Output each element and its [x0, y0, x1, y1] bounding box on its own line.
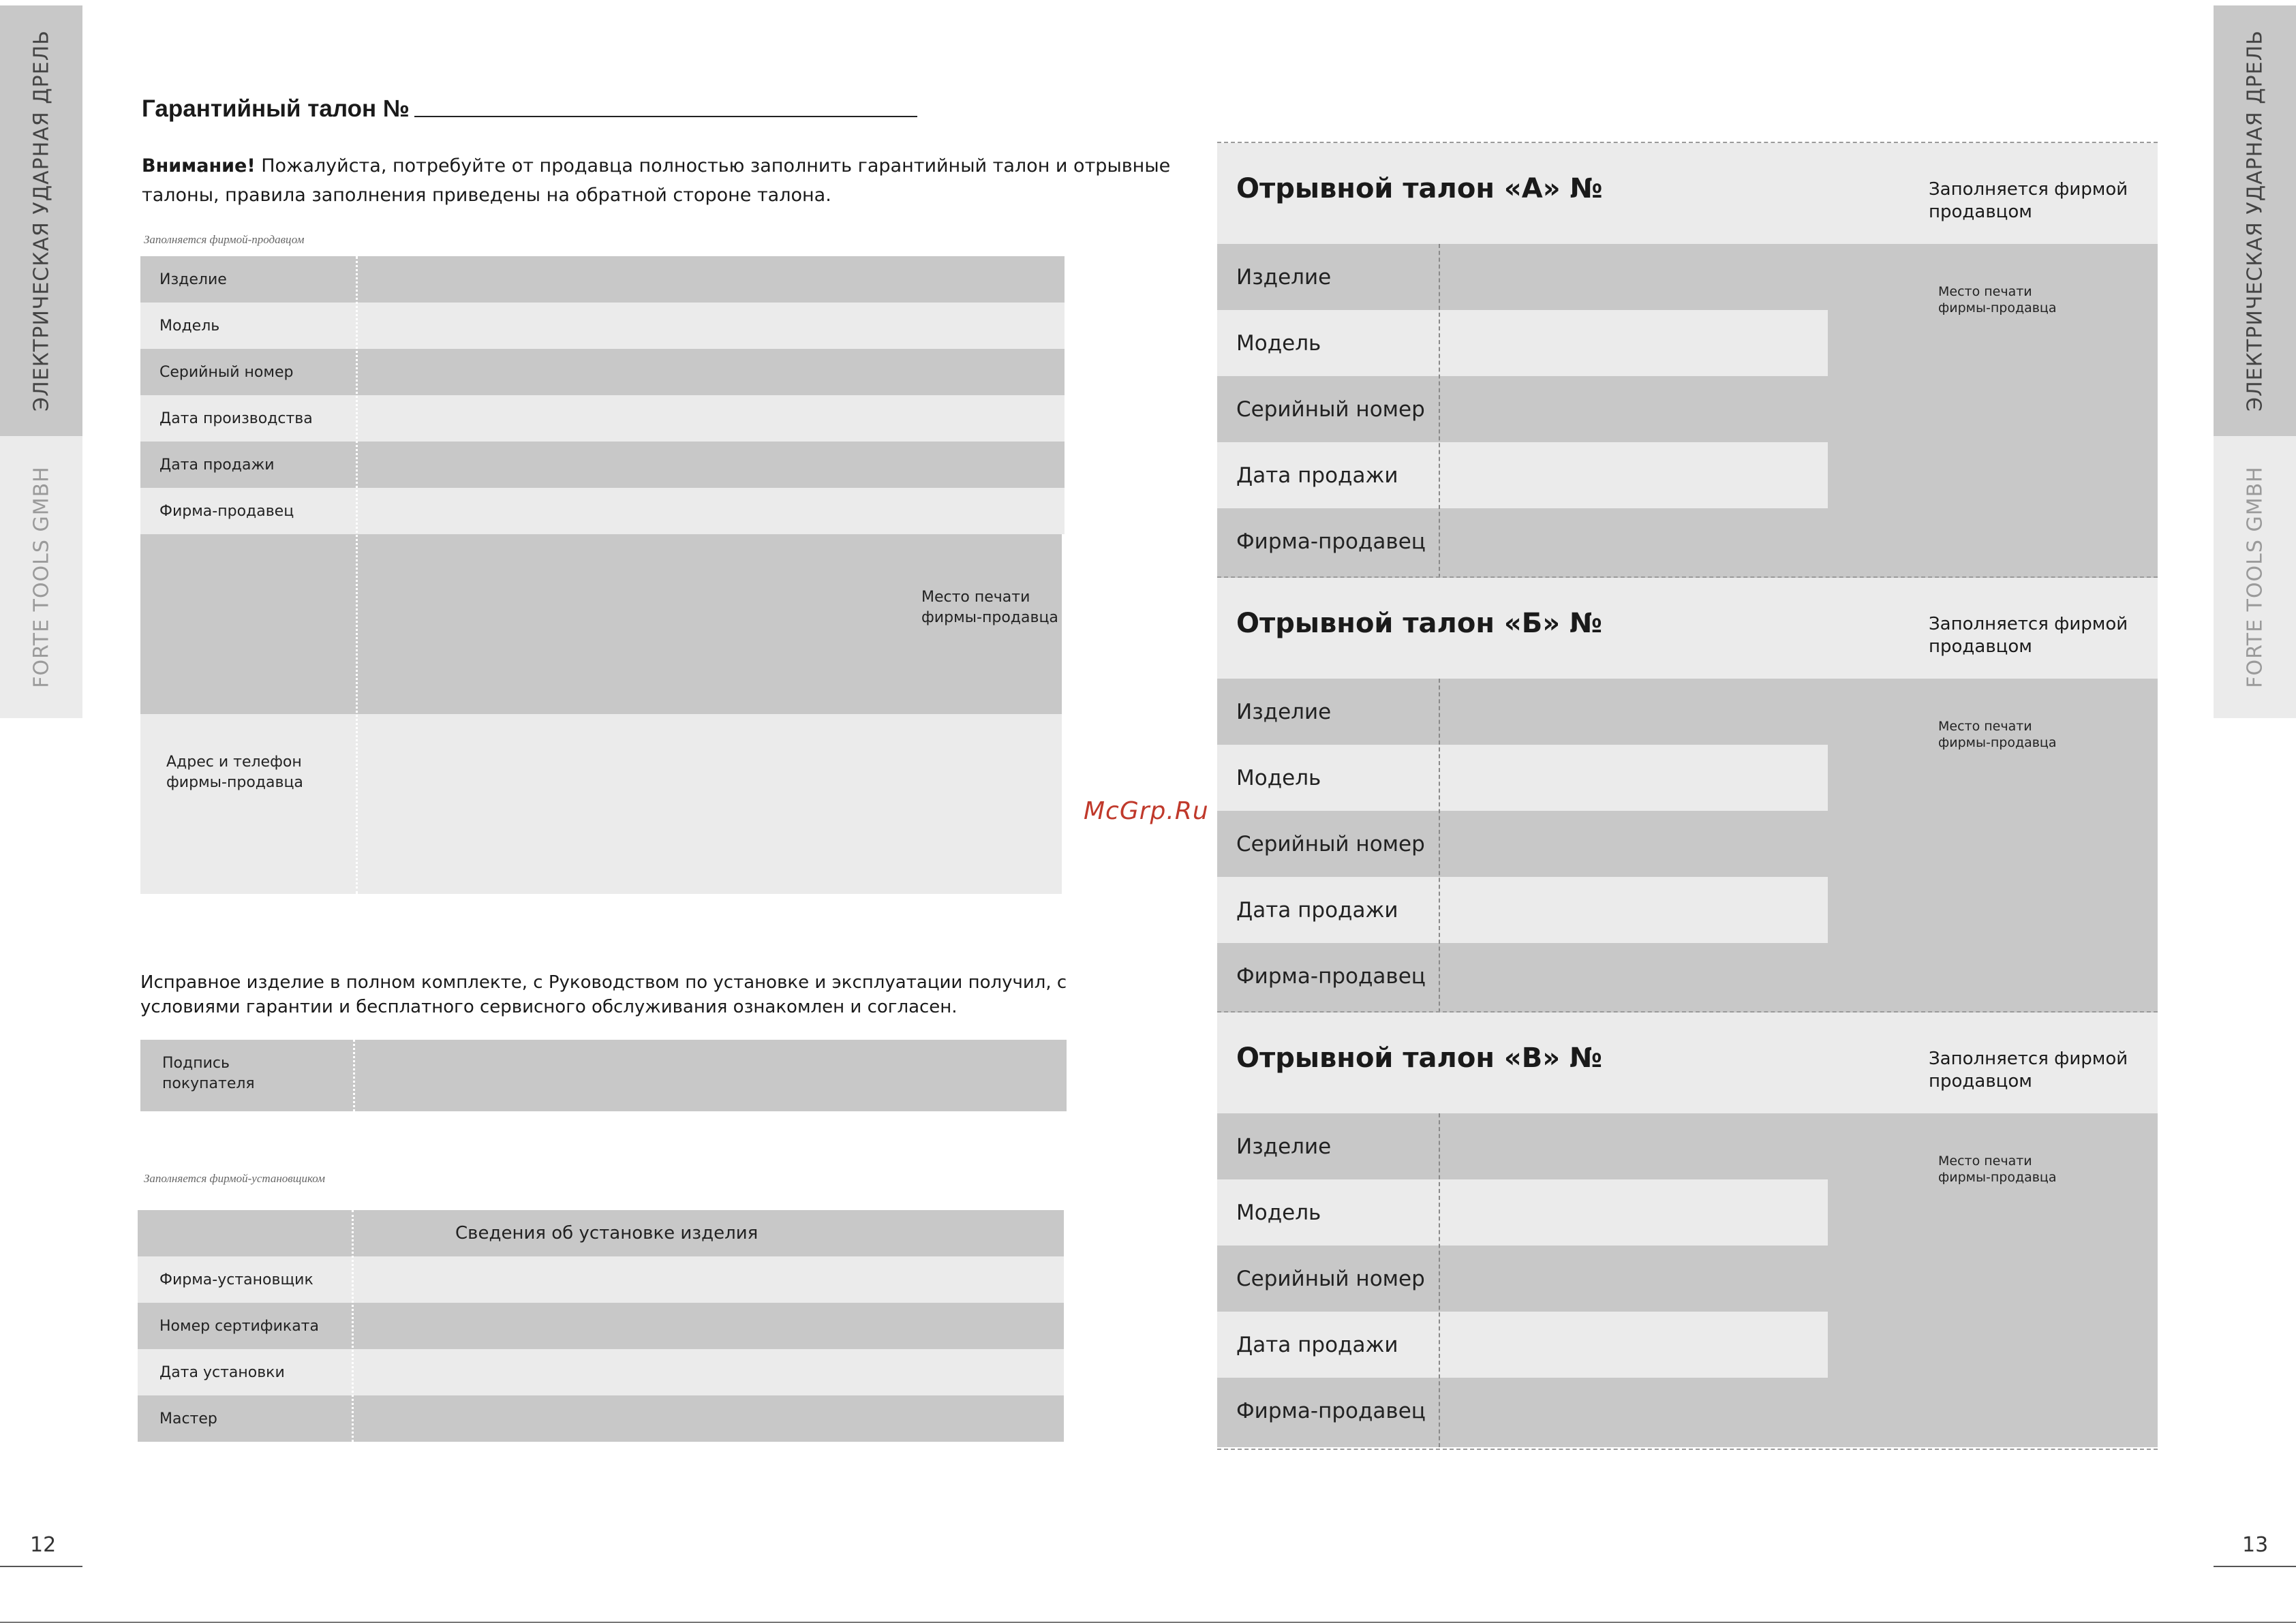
coupon-row-label: Серийный номер [1236, 831, 1425, 856]
coupon-row-label: Дата продажи [1236, 897, 1398, 923]
coupon-row-label: Фирма-продавец [1236, 529, 1426, 554]
coupon-row-label: Модель [1236, 765, 1321, 790]
coupon-row-label: Серийный номер [1236, 397, 1425, 422]
coupon-row-label: Изделие [1236, 1134, 1332, 1159]
form-row-label: Фирма-продавец [159, 502, 294, 520]
install-header-row [138, 1210, 1064, 1256]
warning-bold: Внимание! [142, 155, 256, 176]
form-row-sale-date[interactable] [140, 442, 1065, 488]
coupon-stamp: Место печати фирмы-продавца [1938, 1154, 2057, 1185]
install-header: Сведения об установке изделия [455, 1223, 759, 1243]
form-row-serial[interactable] [140, 349, 1065, 395]
page-number-right: 13 [2242, 1533, 2269, 1557]
page-number-right-rule [2214, 1566, 2296, 1567]
stamp-label: Место печати фирмы-продавца [921, 589, 1058, 626]
coupon-row-label: Фирма-продавец [1236, 963, 1426, 989]
coupon-body [1217, 244, 2158, 578]
watermark-text: McGrp.Ru [1084, 797, 1209, 825]
right-side-tab-brand [2214, 436, 2296, 718]
form-row-production-date[interactable] [140, 395, 1065, 442]
install-row-label: Мастер [159, 1410, 217, 1427]
left-side-tab-product [0, 5, 82, 436]
left-side-tab-brand [0, 436, 82, 718]
warranty-form [140, 256, 1065, 894]
coupon-title: Отрывной талон «Б» № [1236, 608, 1603, 639]
coupon-divider [1439, 679, 1440, 1013]
form-row-label: Дата продажи [159, 456, 275, 474]
seller-note: Заполняется фирмой-продавцом [144, 233, 305, 246]
coupon-row-serial[interactable] [1217, 811, 1828, 877]
coupon-fill-note: Заполняется фирмой продавцом [1929, 179, 2128, 222]
coupon-row-seller[interactable] [1217, 943, 1828, 1009]
side-product-title: ЭЛЕКТРИЧЕСКАЯ УДАРНАЯ ДРЕЛЬ [2243, 30, 2267, 412]
coupon-body [1217, 679, 2158, 1013]
side-brand: FORTE TOOLS GMBH [29, 466, 53, 688]
form-row-label: Серийный номер [159, 363, 294, 381]
coupon-title: Отрывной талон «А» № [1236, 173, 1603, 204]
coupon-stamp: Место печати фирмы-продавца [1938, 719, 2057, 750]
side-brand: FORTE TOOLS GMBH [2243, 466, 2267, 688]
warranty-warning [142, 151, 1205, 210]
coupon-fill-note: Заполняется фирмой продавцом [1929, 1049, 2128, 1092]
coupon-row-product[interactable] [1217, 1113, 1828, 1179]
form-row-model[interactable] [140, 303, 1065, 349]
coupon-row-label: Изделие [1236, 699, 1332, 724]
coupon-row-label: Фирма-продавец [1236, 1398, 1426, 1423]
coupon-row-label: Дата продажи [1236, 463, 1398, 488]
coupon-divider [1439, 244, 1440, 578]
coupon-row-label: Модель [1236, 1200, 1321, 1225]
form-row-label: Изделие [159, 270, 227, 288]
form-row-product[interactable] [140, 256, 1065, 303]
form-row-seller[interactable] [140, 488, 1065, 534]
coupon-header [1217, 1013, 2158, 1113]
coupon-row-seller[interactable] [1217, 508, 1828, 574]
coupon-header [1217, 578, 2158, 679]
coupon-row-sale-date[interactable] [1217, 442, 1828, 508]
coupon-fill-note: Заполняется фирмой продавцом [1929, 614, 2128, 657]
install-row-master[interactable] [138, 1395, 1064, 1442]
stamp-area[interactable] [140, 534, 1062, 714]
signature-divider [353, 1040, 355, 1111]
warranty-number-line[interactable] [414, 116, 917, 117]
coupon-row-sale-date[interactable] [1217, 877, 1828, 943]
coupon-row-model[interactable] [1217, 745, 1828, 811]
signature-label: Подпись покупателя [162, 1055, 255, 1092]
coupon-row-seller[interactable] [1217, 1378, 1828, 1444]
right-side-tab-product [2214, 5, 2296, 436]
page-number-left-rule [0, 1566, 82, 1567]
install-row-label: Номер сертификата [159, 1317, 319, 1335]
form-row-label: Модель [159, 317, 220, 335]
install-row-label: Дата установки [159, 1363, 285, 1381]
signature-row[interactable] [140, 1040, 1067, 1111]
side-product-title: ЭЛЕКТРИЧЕСКАЯ УДАРНАЯ ДРЕЛЬ [29, 30, 53, 412]
coupon-divider [1439, 1113, 1440, 1447]
coupon-v [1217, 1011, 2158, 1450]
coupon-row-label: Модель [1236, 330, 1321, 356]
address-label: Адрес и телефон фирмы-продавца [166, 754, 303, 791]
install-row-label: Фирма-установщик [159, 1271, 313, 1288]
coupon-row-model[interactable] [1217, 310, 1828, 376]
coupon-row-model[interactable] [1217, 1179, 1828, 1246]
address-area[interactable] [140, 714, 1062, 894]
coupon-header [1217, 143, 2158, 244]
coupon-b [1217, 576, 2158, 1014]
coupon-row-label: Дата продажи [1236, 1332, 1398, 1357]
install-row-date[interactable] [138, 1349, 1064, 1395]
coupon-row-product[interactable] [1217, 679, 1828, 745]
acceptance-text: Исправное изделие в полном комплекте, с Руководством по установке и эксплуатации получил, с условиями гарантии и бесплатного сервисного обслуживания ознакомлен и согласен. [140, 972, 1067, 1017]
coupon-row-product[interactable] [1217, 244, 1828, 310]
warning-text: Пожалуйста, потребуйте от продавца полностью заполнить гарантийный талон и отрывные талоны, правила заполнения приведены на обратной стороне талона. [142, 155, 1171, 206]
coupon-body [1217, 1113, 2158, 1447]
coupon-row-serial[interactable] [1217, 1246, 1828, 1312]
install-table [138, 1210, 1064, 1442]
form-divider [356, 256, 358, 894]
install-row-firm[interactable] [138, 1256, 1064, 1303]
coupon-a [1217, 142, 2158, 579]
coupon-row-label: Изделие [1236, 264, 1332, 290]
installer-note: Заполняется фирмой-установщиком [144, 1172, 325, 1185]
page-number-left: 12 [30, 1533, 57, 1557]
warranty-title: Гарантийный талон № [142, 95, 410, 122]
form-row-label: Дата производства [159, 409, 313, 427]
coupon-row-sale-date[interactable] [1217, 1312, 1828, 1378]
coupon-row-serial[interactable] [1217, 376, 1828, 442]
coupon-stamp: Место печати фирмы-продавца [1938, 284, 2057, 315]
install-row-certificate[interactable] [138, 1303, 1064, 1349]
install-divider [352, 1210, 354, 1442]
coupon-row-label: Серийный номер [1236, 1266, 1425, 1291]
coupon-title: Отрывной талон «В» № [1236, 1042, 1603, 1074]
